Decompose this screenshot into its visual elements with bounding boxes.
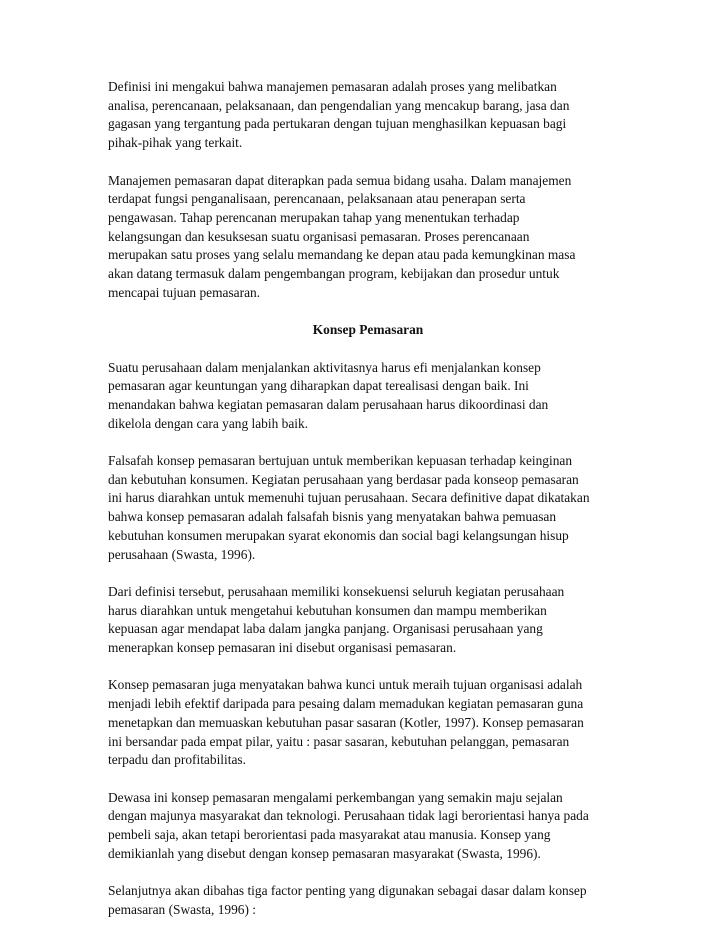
text-line: Falsafah konsep pemasaran bertujuan untuk memberikan kepuasan terhadap keinginan — [108, 453, 573, 468]
paragraph-key-concept — [108, 676, 628, 770]
paragraph-philosophy — [108, 452, 628, 564]
text-line: pemasaran (Swasta, 1996) : — [108, 901, 256, 917]
paragraph-development — [108, 789, 628, 864]
text-line: pengawasan. Tahap perencanan merupakan tahap yang menentukan terhadap — [108, 209, 520, 225]
text-line: mencapai tujuan pemasaran. — [108, 284, 261, 300]
text-line: harus diarahkan untuk mengetahui kebutuhan konsumen dan mampu memberikan — [108, 602, 547, 618]
text-line: kepuasan agar mendapat laba dalam jangka panjang. Organisasi perusahaan yang — [108, 621, 543, 637]
text-line: dan kebutuhan konsumen. Kegiatan perusahaan yang berdasar pada konseop pemasaran — [108, 471, 579, 487]
text-line: akan datang termasuk dalam pengembangan program, kebijakan dan prosedur untuk — [108, 266, 560, 282]
text-line: bahwa konsep pemasaran adalah falsafah bisnis yang menyatakan bahwa pemuasan — [108, 509, 557, 525]
text-line: menerapkan konsep pemasaran ini disebut organisasi pemasaran. — [108, 640, 457, 656]
paragraph-next — [108, 882, 628, 919]
text-line: Selanjutnya akan dibahas tiga factor penting yang digunakan sebagai dasar dalam konsep — [108, 883, 587, 899]
paragraph-consequence — [108, 583, 628, 658]
section-heading: Konsep Pemasaran — [312, 322, 424, 338]
text-line: Manajemen pemasaran dapat diterapkan pada semua bidang usaha. Dalam manajemen — [108, 172, 572, 188]
text-line: perusahaan (Swasta, 1996). — [108, 546, 256, 562]
text-line: merupakan satu proses yang selalu memandang ke depan atau pada kemungkinan masa — [108, 247, 576, 263]
text-line: ini harus diarahkan untuk memenuhi tujuan perusahaan. Secara definitive dapat dikatakan — [108, 490, 590, 506]
text-line: menjadi lebih efektif daripada para pesaing dalam memadukan kegiatan pemasaran guna — [108, 696, 584, 712]
text-line: gagasan yang tergantung pada pertukaran dengan tujuan menghasilkan kepuasan bagi — [108, 116, 567, 132]
text-line: pemasaran agar keuntungan yang diharapkan dapat terealisasi dengan baik. Ini — [108, 378, 529, 394]
paragraph-definition — [108, 78, 628, 153]
text-line: kelangsungan dan kesuksesan suatu organisasi pemasaran. Proses perencanaan — [108, 228, 530, 244]
text-line: kebutuhan konsumen merupakan syarat ekonomis dan social bagi kelangsungan hisup — [108, 527, 569, 543]
text-line: Definisi ini mengakui bahwa manajemen pemasaran adalah proses yang melibatkan — [108, 79, 557, 94]
text-line: terpadu dan profitabilitas. — [108, 752, 246, 768]
text-line: menetapkan dan memuaskan kebutuhan pasar sasaran (Kotler, 1997). Konsep pemasaran — [108, 714, 584, 730]
text-line: analisa, perencanaan, pelaksanaan, dan pengendalian yang mencakup barang, jasa dan — [108, 97, 570, 113]
text-line: Dari definisi tersebut, perusahaan memiliki konsekuensi seluruh kegiatan perusahaan — [108, 583, 565, 599]
text-line: Dewasa ini konsep pemasaran mengalami perkembangan yang semakin maju sejalan — [108, 789, 563, 805]
document-page — [108, 78, 628, 938]
text-line: menandakan bahwa kegiatan pemasaran dalam perusahaan harus dikoordinasi dan — [108, 396, 549, 412]
paragraph-management — [108, 172, 628, 303]
paragraph-company — [108, 359, 628, 434]
text-line: demikianlah yang disebut dengan konsep pemasaran masyarakat (Swasta, 1996). — [108, 845, 541, 861]
text-line: pembeli saja, akan tetapi berorientasi pada masyarakat atau manusia. Konsep yang — [108, 827, 551, 843]
text-line: pihak-pihak yang terkait. — [108, 135, 243, 151]
text-line: dikelola dengan cara yang labih baik. — [108, 415, 309, 431]
text-line: ini bersandar pada empat pilar, yaitu : pasar sasaran, kebutuhan pelanggan, pemasaran — [108, 733, 570, 749]
text-line: terdapat fungsi penganalisaan, perencanaan, pelaksanaan atau penerapan serta — [108, 191, 526, 207]
text-line: Konsep pemasaran juga menyatakan bahwa kunci untuk meraih tujuan organisasi adalah — [108, 677, 583, 693]
text-line: dengan majunya masyarakat dan teknologi. Perusahaan tidak lagi berorientasi hanya pada — [108, 808, 589, 824]
text-line: Suatu perusahaan dalam menjalankan aktivitasnya harus efi menjalankan konsep — [108, 359, 541, 375]
